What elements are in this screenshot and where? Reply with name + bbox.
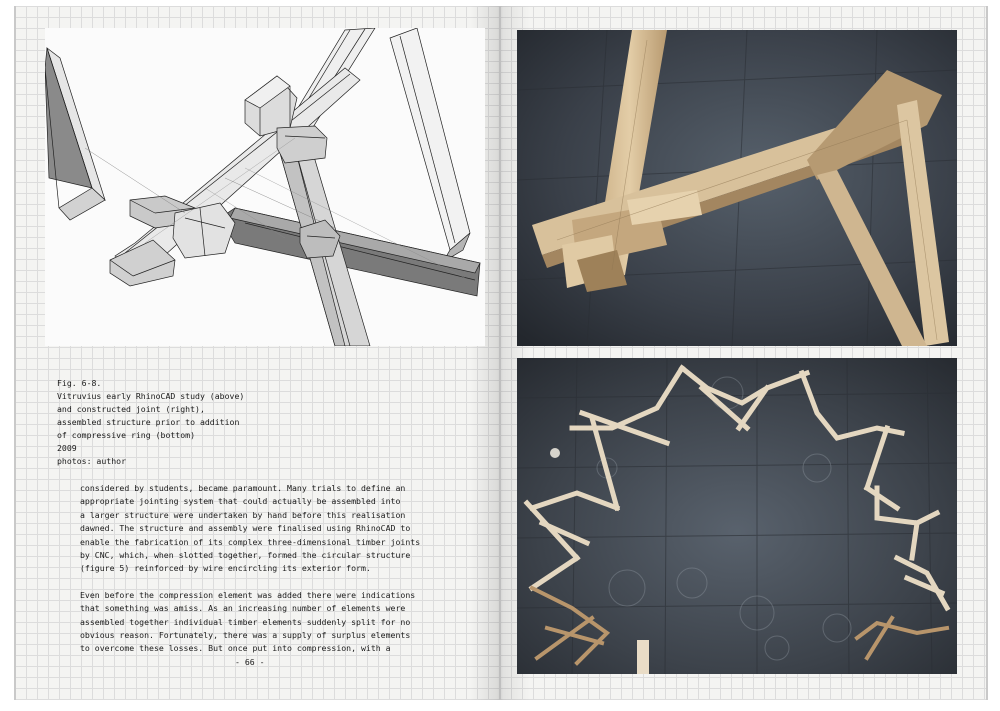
body-text	[80, 482, 421, 656]
body-line: appropriate jointing system that could actually be assembled into	[80, 496, 401, 507]
body-line: (figure 5) reinforced by wire encircling its exterior form.	[80, 563, 371, 574]
caption-line: Vitruvius early RhinoCAD study (above)	[57, 391, 245, 401]
body-line: by CNC, which, when slotted together, formed the circular structure	[80, 550, 411, 561]
paragraph-gap	[80, 576, 390, 589]
caption-line: and constructed joint (right),	[57, 404, 205, 414]
caption-line: 2009	[57, 443, 77, 453]
timber-joint-photo	[517, 30, 957, 346]
caption-line: photos: author	[57, 456, 127, 466]
figure-caption	[57, 377, 317, 468]
body-line: Even before the compression element was added there were indications	[80, 589, 416, 600]
caption-line: Fig. 6-8.	[57, 378, 102, 388]
body-line: considered by students, became paramount. Many trials to define an	[80, 483, 406, 493]
body-line: to overcome these losses. But once put into compression, with a	[80, 643, 391, 654]
rhinocad-wireframe-drawing	[45, 28, 485, 346]
right-page-edge	[986, 6, 988, 700]
page-number: - 66 -	[235, 657, 265, 667]
body-line: enable the fabrication of its complex three-dimensional timber joints	[80, 536, 421, 547]
body-line: that something was amiss. As an increasing number of elements were	[80, 603, 406, 614]
body-line: obvious reason. Fortunately, there was a supply of surplus elements	[80, 630, 411, 641]
body-line: dawned. The structure and assembly were finalised using RhinoCAD to	[80, 523, 411, 534]
body-line: assembled together individual timber elements suddenly split for no	[80, 616, 411, 627]
assembled-structure-photo	[517, 358, 957, 674]
left-page-edge	[14, 6, 16, 700]
caption-line: of compressive ring (bottom)	[57, 430, 196, 440]
caption-line: assembled structure prior to addition	[57, 417, 240, 427]
body-line: a larger structure were undertaken by hand before this realisation	[80, 509, 406, 520]
